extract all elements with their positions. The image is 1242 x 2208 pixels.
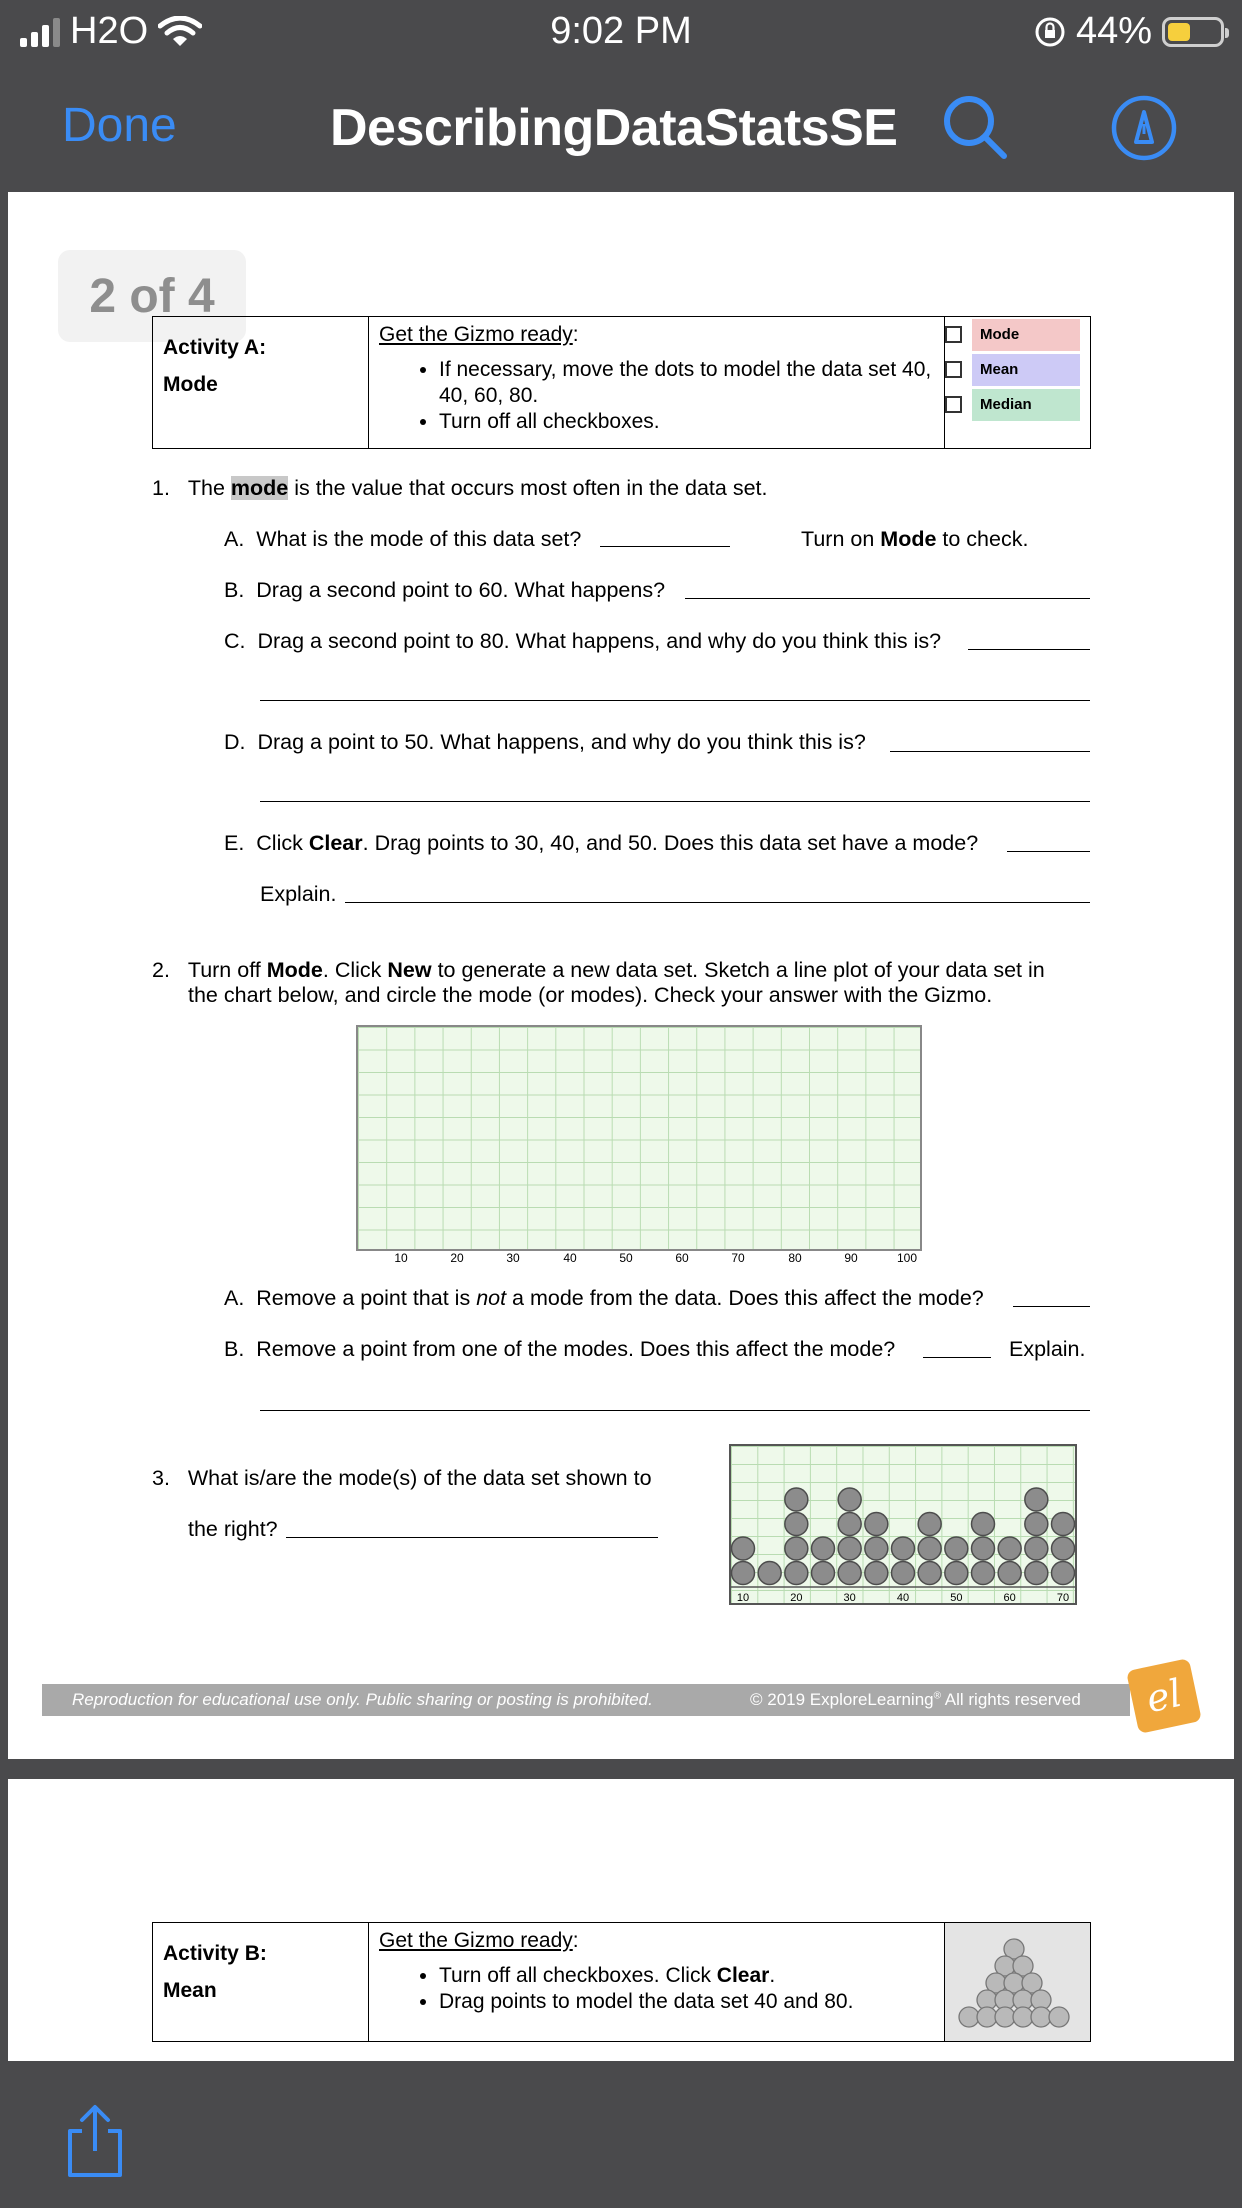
dot-point: [918, 1537, 941, 1560]
dot-point: [732, 1537, 755, 1560]
dot-point: [892, 1537, 915, 1560]
text: . Click: [322, 958, 388, 982]
text: Remove a point from one of the modes. Does this affect the mode?: [256, 1337, 896, 1361]
dot-point: [865, 1537, 888, 1560]
median-label: Median: [972, 389, 1080, 421]
mode-term: mode: [230, 476, 289, 500]
mean-balance-illustration: [945, 1923, 1091, 2042]
question-1e: [224, 831, 978, 856]
tick-label: 20: [790, 1592, 803, 1603]
answer-line: [345, 902, 1090, 903]
letter: B.: [224, 578, 245, 602]
bottom-toolbar: [0, 2061, 1242, 2208]
question-3: [152, 1466, 652, 1491]
tick-label: 70: [1056, 1592, 1070, 1603]
search-icon[interactable]: [940, 92, 1010, 162]
letter: A.: [224, 527, 245, 551]
tick-label: 20: [450, 1251, 464, 1265]
text: a mode from the data. Does this affect the mode?: [506, 1286, 984, 1310]
carrier-label: H2O: [70, 10, 149, 52]
tick-label: 30: [506, 1251, 520, 1265]
dot-point: [972, 1562, 995, 1585]
tick-label: 40: [563, 1251, 577, 1265]
dot-point: [1052, 1537, 1075, 1560]
text: Turn on: [801, 527, 881, 551]
answer-line: [1007, 851, 1090, 852]
text: Drag a point to 50. What happens, and why do you think this is?: [257, 730, 866, 754]
text: Turn off: [187, 958, 267, 982]
question-number: 1.: [152, 476, 170, 500]
mode-checkbox-row: [945, 317, 1090, 352]
dot-plot-chart: [729, 1444, 1077, 1605]
answer-line: [1013, 1306, 1090, 1307]
page-counter: 2 of 4: [58, 250, 246, 342]
list-item: • If necessary, move the dots to model the data set 40, 40, 60, 80.: [439, 357, 934, 409]
list-item: • Drag points to model the data set 40 and 80.: [439, 1989, 934, 2015]
tick-label: 90: [844, 1251, 858, 1265]
question-2a: [224, 1286, 984, 1311]
dot-point: [865, 1562, 888, 1585]
text: . Drag points to 30, 40, and 50. Does this data set have a mode?: [362, 831, 979, 855]
clock: 9:02 PM: [550, 10, 692, 52]
dot-point: [1025, 1513, 1048, 1536]
text: The: [187, 476, 231, 500]
activity-a-subtitle: Mode: [163, 373, 218, 396]
letter: E.: [224, 831, 245, 855]
text: All rights reserved: [940, 1690, 1081, 1709]
question-1b: [224, 578, 665, 603]
orientation-lock-icon: [1034, 16, 1066, 48]
mean-label: Mean: [972, 354, 1080, 386]
explain-label: Explain.: [1009, 1337, 1086, 1361]
text: ®: [933, 1690, 941, 1702]
letter: D.: [224, 730, 246, 754]
question-1d: [224, 730, 866, 755]
explorelearning-logo: [1126, 1658, 1202, 1734]
dot-point: [838, 1537, 861, 1560]
text: New: [387, 958, 432, 982]
question-number: 2.: [152, 958, 170, 982]
stacked-dots-icon: [945, 1923, 1083, 2035]
mean-checkbox-row: [945, 352, 1090, 387]
text: to generate a new data set. Sketch a line plot of your data set in: [431, 958, 1045, 982]
tick-label: 60: [1003, 1592, 1016, 1603]
text: Drag a second point to 60. What happens?: [256, 578, 666, 602]
tick-label: 40: [896, 1592, 910, 1603]
battery-icon: [1162, 17, 1224, 47]
tick-label: 50: [950, 1592, 963, 1603]
question-2: [152, 958, 1045, 1008]
checkbox-icon: [945, 396, 962, 413]
answer-line: [600, 546, 730, 547]
list-item: • Turn off all checkboxes.: [439, 409, 934, 435]
dot-point: [918, 1513, 941, 1536]
dot-point: [1025, 1562, 1048, 1585]
text: is the value that occurs most often in the data set.: [288, 476, 768, 500]
dot-point: [892, 1562, 915, 1585]
letter: A.: [224, 1286, 245, 1310]
gizmo-ready-heading: Get the Gizmo ready: [379, 323, 573, 346]
explain-label: Explain.: [260, 882, 337, 906]
line-plot-axis: [356, 1251, 922, 1271]
dot-point: [1025, 1537, 1048, 1560]
dot-point: [945, 1537, 968, 1560]
answer-line: [260, 1410, 1090, 1411]
answer-line: [685, 598, 1090, 599]
dot-plot-svg: [731, 1446, 1075, 1603]
text: the chart below, and circle the mode (or modes). Check your answer with the Gizmo.: [188, 983, 993, 1007]
dot-point: [785, 1537, 808, 1560]
colon: :: [572, 323, 579, 346]
activity-b-table: [152, 1922, 1091, 2042]
colon: :: [572, 1929, 579, 1952]
tick-label: 30: [843, 1592, 856, 1603]
navigation-bar: [0, 62, 1242, 192]
dot-point: [785, 1562, 808, 1585]
tick-label: 80: [788, 1251, 802, 1265]
text: Turn off all checkboxes. Click: [439, 1964, 717, 1987]
status-bar: [0, 0, 1242, 62]
letter: B.: [224, 1337, 245, 1361]
text: What is the mode of this data set?: [256, 527, 582, 551]
markup-pen-icon[interactable]: [1110, 94, 1178, 162]
mode-hint: [801, 527, 1028, 552]
answer-line: [923, 1357, 991, 1358]
text: © 2019 ExploreLearning: [750, 1690, 934, 1709]
activity-a-table: [152, 316, 1091, 449]
letter: C.: [224, 629, 246, 653]
dot-point: [918, 1562, 941, 1585]
text: not: [476, 1286, 507, 1310]
dot-point: [812, 1562, 835, 1585]
mode-label: Mode: [972, 319, 1080, 351]
dot-point: [972, 1513, 995, 1536]
question-1a: [224, 527, 581, 552]
dot-point: [785, 1488, 808, 1511]
dot-point: [758, 1562, 781, 1585]
answer-line: [286, 1537, 658, 1538]
activity-a-title: Activity A:: [163, 336, 267, 359]
dot-point: [812, 1537, 835, 1560]
page-footer: [42, 1684, 1130, 1716]
tick-label: 10: [736, 1592, 750, 1603]
line-plot-sketch-grid: [356, 1025, 922, 1251]
text: Click: [256, 831, 309, 855]
answer-line: [890, 751, 1090, 752]
answer-line: [968, 649, 1090, 650]
text: Mode: [266, 958, 323, 982]
footer-copyright: [750, 1690, 1081, 1710]
dot-point: [732, 1562, 755, 1585]
answer-line: [260, 700, 1090, 701]
footer-disclaimer: Reproduction for educational use only. Public sharing or posting is prohibited.: [72, 1690, 653, 1709]
text: Mode: [880, 527, 937, 551]
logo-text: el: [1142, 1670, 1186, 1722]
text: Clear: [716, 1964, 770, 1987]
dot-point: [1052, 1562, 1075, 1585]
question-2b: [224, 1337, 895, 1362]
battery-percent: 44%: [1075, 10, 1152, 52]
tick-label: 70: [731, 1251, 745, 1265]
text: Remove a point that is: [256, 1286, 477, 1310]
dot-point: [838, 1488, 861, 1511]
dot-point: [945, 1562, 968, 1585]
tick-label: 10: [394, 1251, 408, 1265]
dot-point: [865, 1513, 888, 1536]
dot-point: [972, 1537, 995, 1560]
share-icon[interactable]: [64, 2103, 126, 2179]
activity-b-title: Activity B:: [163, 1942, 267, 1965]
list-item: [439, 1963, 934, 1989]
dot-point: [1052, 1513, 1075, 1536]
dot-point: [998, 1537, 1021, 1560]
text: Drag a second point to 80. What happens, and why do you think this is?: [257, 629, 942, 653]
dot-point: [838, 1513, 861, 1536]
checkbox-icon: [945, 326, 962, 343]
dot-point: [838, 1562, 861, 1585]
question-number: 3.: [152, 1466, 170, 1490]
activity-b-subtitle: Mean: [163, 1979, 217, 2002]
text: What is/are the mode(s) of the data set shown to: [187, 1466, 652, 1490]
dot-point: [1025, 1488, 1048, 1511]
text: to check.: [936, 527, 1029, 551]
text: Clear: [308, 831, 363, 855]
done-button[interactable]: Done: [62, 99, 177, 152]
tick-label: 50: [619, 1251, 633, 1265]
text: .: [769, 1964, 776, 1987]
question-1c: [224, 629, 941, 654]
question-3-line-2: the right?: [188, 1517, 278, 1541]
answer-line: [260, 801, 1090, 802]
gizmo-ready-heading: Get the Gizmo ready: [379, 1929, 573, 1952]
dot-point: [785, 1513, 808, 1536]
document-title: DescribingDataStatsSE: [330, 99, 898, 157]
median-checkbox-row: [945, 387, 1090, 422]
question-1: [152, 476, 767, 501]
tick-label: 60: [675, 1251, 689, 1265]
checkbox-icon: [945, 361, 962, 378]
dot-point: [998, 1562, 1021, 1585]
tick-label: 100: [896, 1251, 918, 1265]
